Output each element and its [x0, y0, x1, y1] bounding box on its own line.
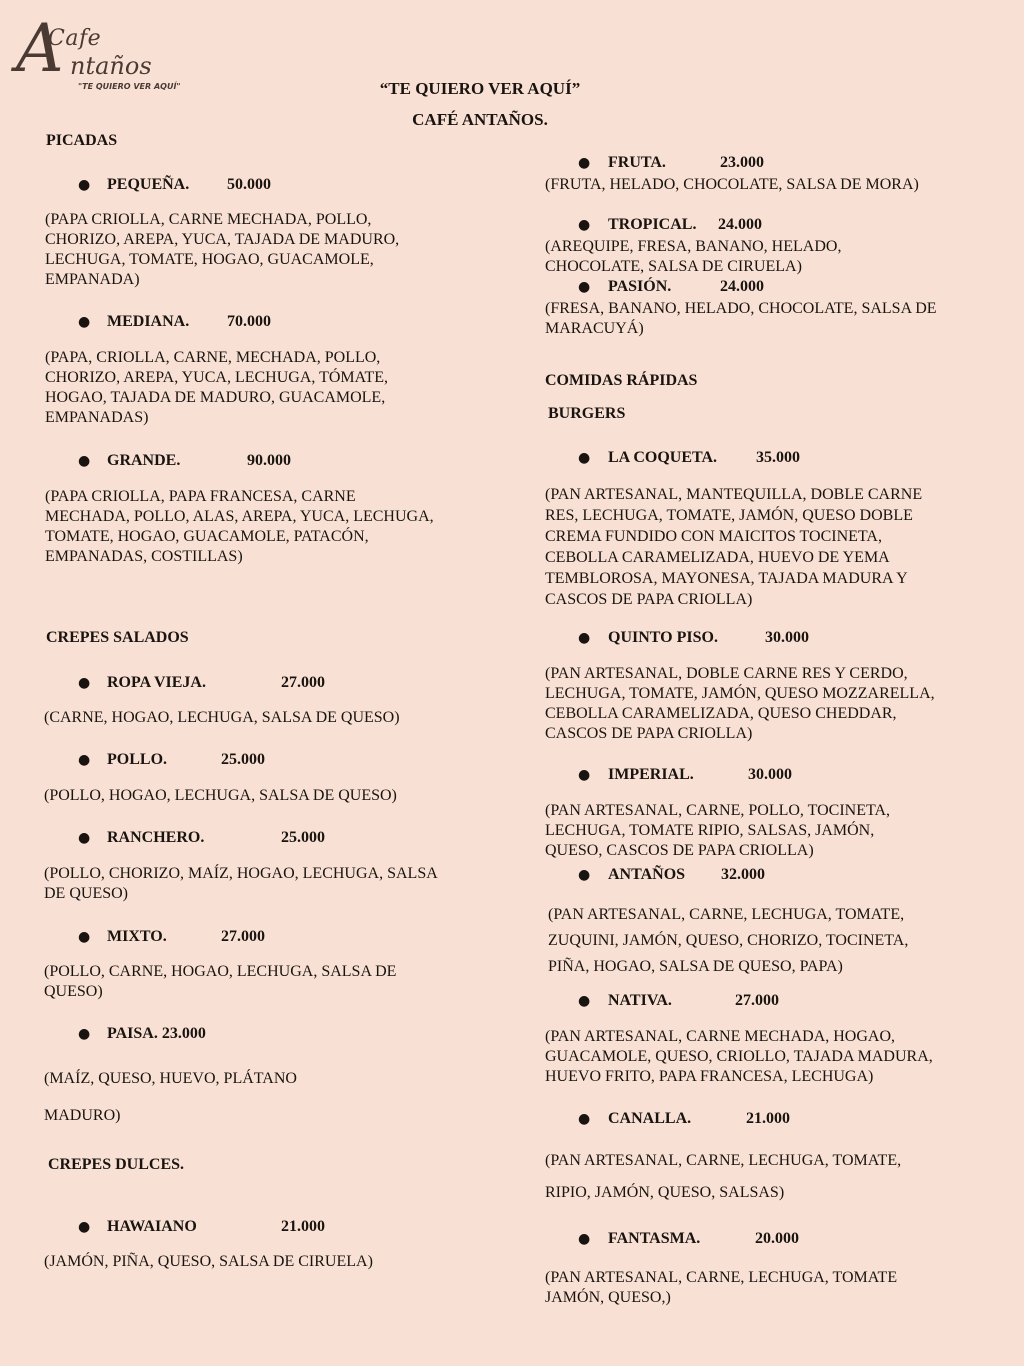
menu-item-price: 32.000 — [721, 866, 765, 883]
menu-item-description — [545, 484, 922, 610]
bullet-icon: ● — [578, 450, 591, 466]
description-line: HOGAO, TAJADA DE MADURO, GUACAMOLE, — [45, 389, 386, 406]
menu-item-price: 20.000 — [755, 1230, 799, 1247]
bullet-icon: ● — [78, 752, 91, 768]
description-line: (FRUTA, HELADO, CHOCOLATE, SALSA DE MORA) — [545, 176, 919, 193]
menu-item-description — [545, 664, 935, 744]
menu-item-price: 21.000 — [746, 1110, 790, 1127]
menu-item-name: NATIVA. — [608, 992, 672, 1009]
menu-item-price: 25.000 — [221, 751, 265, 768]
menu-item-name: ROPA VIEJA. — [107, 674, 206, 691]
bullet-icon: ● — [578, 155, 591, 171]
description-line: QUESO) — [44, 983, 103, 1000]
menu-item-price: 27.000 — [735, 992, 779, 1009]
menu-item-name: MIXTO. — [107, 928, 167, 945]
description-line: EMPANADAS, COSTILLAS) — [45, 548, 243, 565]
menu-item-price: 30.000 — [748, 766, 792, 783]
menu-item-description — [44, 962, 396, 1002]
description-line: CHORIZO, AREPA, YUCA, LECHUGA, TÓMATE, — [45, 369, 388, 386]
description-line: TEMBLOROSA, MAYONESA, TAJADA MADURA Y — [545, 570, 908, 587]
menu-item-name: FANTASMA. — [608, 1230, 701, 1247]
menu-item-description — [44, 786, 397, 806]
description-line: MARACUYÁ) — [545, 320, 644, 337]
menu-item-description — [44, 1060, 297, 1134]
description-line: (MAÍZ, QUESO, HUEVO, PLÁTANO — [44, 1070, 297, 1087]
description-line: GUACAMOLE, QUESO, CRIOLLO, TAJADA MADURA, — [545, 1048, 933, 1065]
menu-item-description — [545, 1145, 901, 1209]
description-line: (PAN ARTESANAL, CARNE, LECHUGA, TOMATE, — [545, 1152, 902, 1169]
description-line: (PAN ARTESANAL, CARNE, LECHUGA, TOMATE — [545, 1269, 898, 1286]
description-line: LECHUGA, TOMATE, JAMÓN, QUESO MOZZARELLA, — [545, 685, 935, 702]
description-line: LECHUGA, TOMATE RIPIO, SALSAS, JAMÓN, — [545, 822, 875, 839]
cafe-antanos-logo — [12, 10, 181, 112]
menu-item-price: 90.000 — [247, 452, 291, 469]
menu-item-name: TROPICAL. — [608, 216, 697, 233]
logo-cafe: Cafe — [48, 26, 102, 51]
description-line: EMPANADA) — [45, 271, 140, 288]
bullet-icon: ● — [78, 1219, 91, 1235]
menu-item-price: 27.000 — [281, 674, 325, 691]
description-line: RES, LECHUGA, TOMATE, JAMÓN, QUESO DOBLE — [545, 507, 913, 524]
bullet-icon: ● — [78, 830, 91, 846]
bullet-icon: ● — [78, 314, 91, 330]
section-picadas: PICADAS — [46, 132, 118, 149]
section-burgers: BURGERS — [548, 405, 626, 422]
menu-item-name: IMPERIAL. — [608, 766, 694, 783]
description-line: (PAN ARTESANAL, DOBLE CARNE RES Y CERDO, — [545, 665, 908, 682]
description-line: ZUQUINI, JAMÓN, QUESO, CHORIZO, TOCINETA, — [548, 932, 909, 949]
menu-item-name: CANALLA. — [608, 1110, 692, 1127]
description-line: EMPANADAS) — [45, 409, 149, 426]
description-line: CREMA FUNDIDO CON MAICITOS TOCINETA, — [545, 528, 882, 545]
bullet-icon: ● — [578, 867, 591, 883]
menu-item-name: PAISA. 23.000 — [107, 1025, 206, 1042]
menu-item-price: 23.000 — [720, 154, 764, 171]
menu-item-price: 50.000 — [227, 176, 271, 193]
bullet-icon: ● — [78, 453, 91, 469]
menu-item-name: PASIÓN. — [608, 278, 672, 295]
description-line: MADURO) — [44, 1107, 121, 1124]
logo-tagline: "TE QUIERO VER AQUÍ" — [78, 82, 181, 91]
menu-item-price: 24.000 — [718, 216, 762, 233]
cafe-name-heading: CAFÉ ANTAÑOS. — [412, 110, 548, 129]
menu-item-description — [548, 902, 908, 980]
description-line: (POLLO, CHORIZO, MAÍZ, HOGAO, LECHUGA, SALSA — [44, 865, 438, 882]
menu-item-price: 27.000 — [221, 928, 265, 945]
menu-item-description — [45, 210, 399, 290]
description-line: (PAN ARTESANAL, CARNE MECHADA, HOGAO, — [545, 1028, 896, 1045]
description-line: PIÑA, HOGAO, SALSA DE QUESO, PAPA) — [548, 958, 843, 975]
description-line: JAMÓN, QUESO,) — [545, 1289, 671, 1306]
description-line: (AREQUIPE, FRESA, BANANO, HELADO, — [545, 238, 842, 255]
menu-item-description — [545, 1268, 897, 1308]
bullet-icon: ● — [578, 767, 591, 783]
description-line: (POLLO, HOGAO, LECHUGA, SALSA DE QUESO) — [44, 787, 397, 804]
bullet-icon: ● — [578, 279, 591, 295]
bullet-icon: ● — [578, 217, 591, 233]
menu-item-price: 25.000 — [281, 829, 325, 846]
section-comidas-rapidas: COMIDAS RÁPIDAS — [545, 372, 698, 389]
menu-item-description — [44, 1252, 373, 1272]
description-line: TOMATE, HOGAO, GUACAMOLE, PATACÓN, — [45, 528, 369, 545]
menu-item-description — [545, 299, 937, 339]
description-line: (PAPA CRIOLLA, PAPA FRANCESA, CARNE — [45, 488, 356, 505]
description-line: LECHUGA, TOMATE, HOGAO, GUACAMOLE, — [45, 251, 374, 268]
bullet-icon: ● — [78, 1026, 91, 1042]
menu-item-description — [45, 487, 434, 567]
description-line: (CARNE, HOGAO, LECHUGA, SALSA DE QUESO) — [44, 709, 400, 726]
menu-item-price: 24.000 — [720, 278, 764, 295]
description-line: HUEVO FRITO, PAPA FRANCESA, LECHUGA) — [545, 1068, 874, 1085]
logo-antanos: ntaños — [70, 52, 152, 80]
description-line: (JAMÓN, PIÑA, QUESO, SALSA DE CIRUELA) — [44, 1253, 373, 1270]
bullet-icon: ● — [78, 177, 91, 193]
bullet-icon: ● — [578, 1231, 591, 1247]
menu-item-description — [44, 864, 438, 904]
menu-item-description — [545, 1027, 933, 1087]
menu-item-name: LA COQUETA. — [608, 449, 718, 466]
menu-item-description — [545, 237, 841, 277]
description-line: CASCOS DE PAPA CRIOLLA) — [545, 591, 753, 608]
description-line: QUESO, CASCOS DE PAPA CRIOLLA) — [545, 842, 814, 859]
section-crepes-dulces: CREPES DULCES. — [48, 1156, 185, 1173]
description-line: (PAN ARTESANAL, CARNE, POLLO, TOCINETA, — [545, 802, 891, 819]
description-line: CHORIZO, AREPA, YUCA, TAJADA DE MADURO, — [45, 231, 400, 248]
description-line: CEBOLLA CARAMELIZADA, QUESO CHEDDAR, — [545, 705, 897, 722]
description-line: (PAN ARTESANAL, CARNE, LECHUGA, TOMATE, — [548, 906, 905, 923]
menu-item-description — [545, 175, 919, 195]
description-line: CASCOS DE PAPA CRIOLLA) — [545, 725, 753, 742]
description-line: (PAN ARTESANAL, MANTEQUILLA, DOBLE CARNE — [545, 486, 923, 503]
description-line: RIPIO, JAMÓN, QUESO, SALSAS) — [545, 1184, 785, 1201]
logo-letter: A — [16, 10, 64, 87]
description-line: (POLLO, CARNE, HOGAO, LECHUGA, SALSA DE — [44, 963, 397, 980]
menu-item-name: HAWAIANO — [107, 1218, 197, 1235]
description-line: (FRESA, BANANO, HELADO, CHOCOLATE, SALSA DE — [545, 300, 937, 317]
menu-item-name: FRUTA. — [608, 154, 666, 171]
description-line: DE QUESO) — [44, 885, 128, 902]
description-line: CHOCOLATE, SALSA DE CIRUELA) — [545, 258, 802, 275]
description-line: CEBOLLA CARAMELIZADA, HUEVO DE YEMA — [545, 549, 890, 566]
menu-item-price: 70.000 — [227, 313, 271, 330]
description-line: MECHADA, POLLO, ALAS, AREPA, YUCA, LECHUGA, — [45, 508, 434, 525]
menu-item-price: 21.000 — [281, 1218, 325, 1235]
description-line: (PAPA, CRIOLLA, CARNE, MECHADA, POLLO, — [45, 349, 381, 366]
bullet-icon: ● — [78, 675, 91, 691]
bullet-icon: ● — [578, 993, 591, 1009]
description-line: (PAPA CRIOLLA, CARNE MECHADA, POLLO, — [45, 211, 372, 228]
menu-item-description — [45, 348, 388, 428]
menu-item-name: ANTAÑOS — [608, 866, 686, 883]
menu-item-name: PEQUEÑA. — [107, 176, 190, 193]
bullet-icon: ● — [578, 630, 591, 646]
menu-item-name: MEDIANA. — [107, 313, 190, 330]
menu-item-name: QUINTO PISO. — [608, 629, 718, 646]
menu-item-name: GRANDE. — [107, 452, 181, 469]
menu-item-price: 35.000 — [756, 449, 800, 466]
slogan-heading: “TE QUIERO VER AQUÍ” — [379, 79, 581, 98]
menu-item-price: 30.000 — [765, 629, 809, 646]
menu-item-name: RANCHERO. — [107, 829, 205, 846]
bullet-icon: ● — [78, 929, 91, 945]
menu-item-description — [44, 708, 400, 728]
bullet-icon: ● — [578, 1111, 591, 1127]
menu-item-description — [545, 801, 890, 861]
section-crepes-salados: CREPES SALADOS — [46, 629, 189, 646]
menu-item-name: POLLO. — [107, 751, 168, 768]
